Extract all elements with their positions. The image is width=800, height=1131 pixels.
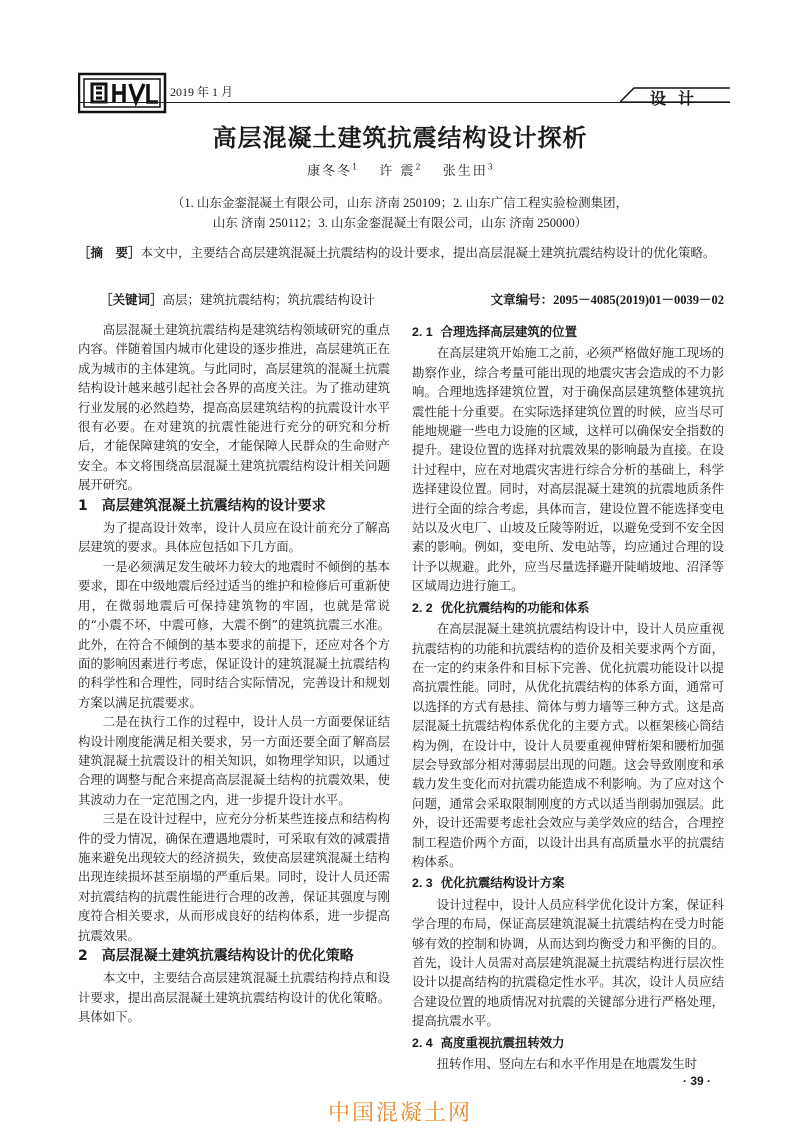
paragraph: 三是在设计过程中，应充分分析某些连接点和结构构件的受力情况，确保在遭遇地震时，可采取有效的减震措施来避免出现较大的经济损失，致使高层建筑混凝土结构出现连续损坏甚至崩塌的严重后果。同时，设计人员还需对抗震结构的抗震性能进行合理的改善，保证其强度与刚度符合相关要求，从而形成良好的结构体系，进一步提高抗震效果。 xyxy=(78,811,390,943)
section-label: 设计 xyxy=(650,89,707,108)
abstract-label: ［摘 要］ xyxy=(78,245,141,260)
paragraph: 为了提高设计效率，设计人员应在设计前充分了解高层建筑的要求。具体应包括如下几方面。 xyxy=(78,520,390,555)
keywords-text: 高层；建筑抗震结构；筑抗震结构设计 xyxy=(162,292,376,307)
subsection-heading: 2. 2 优化抗震结构的功能和体系 xyxy=(412,599,590,615)
subsection-heading: 2. 1 合理选择高层建筑的位置 xyxy=(412,324,577,339)
abstract-text: 本文中，主要结合高层建筑混凝土抗震结构的设计要求，提出高层混凝土建筑抗震结构设计的优化策略。 xyxy=(140,245,716,260)
author: 许 震$^2$ xyxy=(379,162,421,179)
section-heading: 2 高层混凝土建筑抗震结构设计的优化策略 xyxy=(78,948,354,964)
paragraph: 设计过程中，设计人员应科学优化设计方案，保证科学合理的布局，保证高层建筑混凝土抗震结构在受力时能够有效的控制和协调，从而达到均衡受力和平衡的目的。首先，设计人员需对高层建筑混凝土抗震结构进行层次性设计以提高结构的抗震稳定性水平。其次，设计人员应结合建设位置的地质情况对抗震的关键部分进行严格处理，提高抗震水平。 xyxy=(412,896,724,1029)
subsection-heading: 2. 4 高度重视抗震扭转效力 xyxy=(412,1034,565,1050)
section-heading: 1 高层建筑混凝土抗震结构的设计要求 xyxy=(78,497,326,514)
keywords-row xyxy=(100,290,724,308)
left-column xyxy=(78,320,390,1027)
paragraph: 在高层建筑开始施工之前，必须严格做好施工现场的勘察作业，综合考量可能出现的地震灾害会造成的不力影响。合理地选择建筑位置，对于确保高层建筑整体建筑抗震性能十分重要。在实际选择建筑位置的时候，应当尽可能地规避一些电力设施的区域，这样可以确保安全指数的提升。建设位置的选择对抗震效果的影响最为直接。在设计过程中，应在对地震灾害进行综合分析的基础上，科学选择建设位置。同时，对高层混凝土建筑的抗震地质条件进行全面的综合考虑，具体而言，建设位置不能选择变电站以及火电厂、山坡及丘陵等附近，以避免受到不安全因素的影响。例如，变电所、发电站等，均应通过合理的设计予以规避。此外，应当尽量选择避开陡峭坡地、沼泽等区域周边进行施工。 xyxy=(412,345,724,594)
issue-date: 2019 年 1 月 xyxy=(170,85,234,99)
affiliation-line: （1. 山东金銮混凝土有限公司，山东 济南 250109；2. 山东广信工程实验检测集团， xyxy=(171,196,629,210)
paragraph: 一是必须满足发生破坏力较大的地震时不倾倒的基本要求，即在中级地震后经过适当的维护和检修后可重新使用，在微弱地震后可保持建筑物的牢固，也就是常说的“小震不坏，中震可修，大震不倒”的建筑抗震三水准。此外，在符合不倾倒的基本要求的前提下，还应对各个方面的影响因素进行考虑，保证设计的建筑混凝土抗震结构的科学性和合理性，同时结合实际情况，完善设计和规划方案以满足抗震要求。 xyxy=(78,558,390,710)
paragraph: 二是在执行工作的过程中，设计人员一方面要保证结构设计刚度能满足相关要求，另一方面还要全面了解高层建筑混凝土抗震设计的相关知识，如物理学知识，以通过合理的调整与配合来提高高层混凝土结构的抗震效果，使其波动力在一定范围之内，进一步提升设计水平。 xyxy=(78,714,390,807)
author: 康冬冬$^1$ xyxy=(307,162,358,179)
affiliation-line: 山东 济南 250112；3. 山东金銮混凝土有限公司，山东 济南 250000） xyxy=(212,216,588,230)
author: 张生田$^3$ xyxy=(442,162,493,179)
abstract xyxy=(78,243,724,263)
journal-logo xyxy=(78,70,168,116)
paragraph: 本文中，主要结合高层建筑混凝土抗震结构持点和设计要求，提出高层混凝土建筑抗震结构设计的优化策略。具体如下。 xyxy=(78,970,390,1025)
page-number: · 39 · xyxy=(683,1074,712,1088)
keywords-label: ［关键词］ xyxy=(100,292,163,307)
subsection-heading: 2. 3 优化抗震结构设计方案 xyxy=(412,875,565,891)
article-number: 文章编号：2095－4085(2019)01－0039－02 xyxy=(490,293,724,307)
watermark: 中国混凝土网 xyxy=(327,1101,472,1126)
article-title: 高层混凝土建筑抗震结构设计探析 xyxy=(212,124,588,152)
author-list xyxy=(0,160,800,179)
paragraph: 扭转作用、竖向左右和水平作用是在地震发生时 xyxy=(436,1056,697,1072)
paragraph: 在高层混凝土建筑抗震结构设计中，设计人员应重视抗震结构的功能和抗震结构的造价及相关要求两个方面，在一定的约束条件和目标下完善、优化抗震功能设计以提高抗震性能。同时，从优化抗震结构的体系方面，通常可以选择的方式有悬挂、简体与剪力墙等三种方式。这是高层混凝土抗震结构体系优化的主要方式。以框架核心筒结构为例，在设计中，设计人员要重视伸臂桁架和腰桁加强层会导致部分相对薄弱层出现的问题。这会导致刚度和承载力发生变化而对抗震功能造成不利影响。为了应对这个问题，通常会采取限制刚度的方式以适当削弱加强层。此外，设计还需要考虑社会效应与美学效应的结合，合理控制工程造价两个方面，以设计出具有高质量水平的抗震结构体系。 xyxy=(412,621,724,869)
right-column xyxy=(412,320,724,1073)
paragraph: 高层混凝土建筑抗震结构是建筑结构领域研究的重点内容。伴随着国内城市化建设的逐步推进，高层建筑正在成为城市的主体建筑。与此同时，高层建筑的混凝土抗震结构设计越来越引起社会各界的高度关注。为了推动建筑行业发展的必然趋势，提高高层建筑结构的抗震设计水平很有必要。在对建筑的抗震性能进行充分的研究和分析后，才能保障建筑的安全，才能保障人民群众的生命财产安全。本文将围绕高层混凝土建筑抗震结构设计相关问题展开研究。 xyxy=(78,322,390,493)
